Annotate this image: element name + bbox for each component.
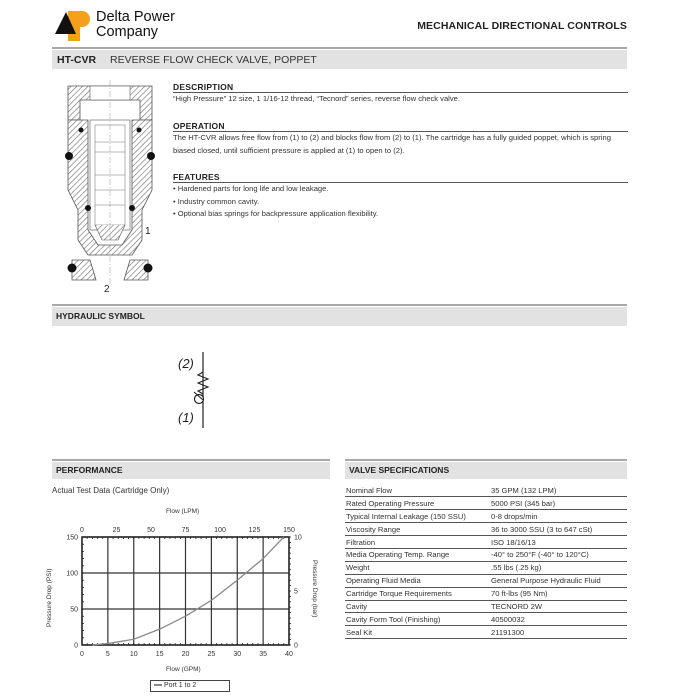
valve-specs-table	[345, 484, 627, 639]
performance-divider	[52, 459, 330, 461]
legend-label: Port 1 to 2	[164, 682, 197, 689]
feature-item: • Hardened parts for long life and low leakage.	[173, 184, 329, 193]
spec-label: Cartridge Torque Requirements	[345, 587, 487, 600]
spec-row	[345, 536, 627, 549]
series-line	[92, 537, 283, 645]
y-tick-label: 50	[70, 606, 78, 614]
hydraulic-symbol-divider	[52, 304, 627, 306]
model-number: HT-CVR	[57, 54, 97, 66]
spec-value: 0-8 drops/min	[487, 510, 627, 523]
document-category: MECHANICAL DIRECTIONAL CONTROLS	[417, 20, 627, 32]
spec-value: 21191300	[487, 626, 627, 639]
symbol-port-1-label: (1)	[178, 410, 194, 425]
spec-row	[345, 548, 627, 561]
x2-tick-label: 75	[181, 527, 190, 534]
y-tick-label: 100	[66, 570, 78, 578]
x-tick-label: 40	[285, 651, 293, 658]
company-name-line1: Delta Power	[96, 9, 175, 25]
spec-value: 40500032	[487, 613, 627, 626]
x2-tick-label: 0	[80, 527, 84, 534]
x-tick-label: 30	[233, 651, 242, 658]
x-tick-label: 15	[155, 651, 164, 658]
operation-text: The HT-CVR allows free flow from (1) to (2) and blocks flow from (2) to (1). The cartridge has a fully guided poppet, which is spring biased closed, until sufficient pressure is applied at (1) to open to (2).	[173, 133, 611, 155]
spec-value: 70 ft-lbs (95 Nm)	[487, 587, 627, 600]
spec-value: .55 lbs (.25 kg)	[487, 561, 627, 574]
operation-section	[173, 121, 628, 157]
valve-specs-band	[345, 462, 627, 479]
spec-label: Viscosity Range	[345, 523, 487, 536]
spec-row	[345, 613, 627, 626]
spec-value: 36 to 3000 SSU (3 to 647 cSt)	[487, 523, 627, 536]
valve-specs-heading: VALVE SPECIFICATIONS	[349, 465, 450, 475]
spec-label: Weight	[345, 561, 487, 574]
spec-label: Rated Operating Pressure	[345, 497, 487, 510]
x-tick-label: 20	[181, 651, 190, 658]
port-label-2: 2	[104, 284, 110, 295]
company-name-line2: Company	[96, 24, 159, 40]
x-tick-label: 35	[259, 651, 268, 658]
symbol-port-2-label: (2)	[178, 356, 194, 371]
pressure-drop-chart	[60, 515, 310, 665]
spec-label: Typical Internal Leakage (150 SSU)	[345, 510, 487, 523]
x2-tick-label: 50	[147, 527, 155, 534]
spec-value: -40° to 250°F (-40° to 120°C)	[487, 548, 627, 561]
port-label-1: 1	[145, 226, 151, 237]
feature-item: • Industry common cavity.	[173, 196, 260, 206]
spec-label: Cavity	[345, 600, 487, 613]
x2-tick-label: 150	[283, 527, 295, 534]
spec-value: TECNORD 2W	[487, 600, 627, 613]
performance-heading: PERFORMANCE	[56, 465, 123, 475]
chart-legend	[150, 680, 230, 692]
spec-row	[345, 484, 627, 497]
description-text: “High Pressure” 12 size, 1 1/16-12 thread, “Tecnord” series, reverse flow check valve.	[173, 94, 460, 103]
performance-band	[52, 462, 330, 479]
spec-row	[345, 626, 627, 639]
spec-label: Nominal Flow	[345, 484, 487, 497]
product-title: REVERSE FLOW CHECK VALVE, POPPET	[110, 54, 317, 66]
description-heading: DESCRIPTION	[173, 82, 628, 93]
valve-cross-section-diagram	[60, 80, 160, 300]
chart-x2-axis-label: Flow (LPM)	[166, 508, 200, 515]
description-section	[173, 82, 628, 106]
hydraulic-symbol-band	[52, 307, 627, 326]
feature-item: • Optional bias springs for backpressure application flexibility.	[173, 209, 379, 218]
x2-tick-label: 25	[112, 527, 121, 534]
hydraulic-symbol-heading: HYDRAULIC SYMBOL	[56, 311, 145, 321]
spec-row	[345, 574, 627, 587]
spec-row	[345, 497, 627, 510]
spec-value: 35 GPM (132 LPM)	[487, 484, 627, 497]
x-tick-label: 5	[105, 651, 110, 658]
chart-y2-axis-label: Pressure Drop (bar)	[311, 560, 318, 618]
spec-value: ISO 18/16/13	[487, 536, 627, 549]
spec-value: General Purpose Hydraulic Fluid	[487, 574, 627, 587]
spec-row	[345, 600, 627, 613]
x-tick-label: 25	[207, 651, 216, 658]
y2-tick-label: 0	[294, 642, 298, 650]
company-name	[96, 10, 175, 40]
x-tick-label: 0	[80, 651, 84, 658]
y2-tick-label: 10	[294, 534, 302, 542]
x2-tick-label: 125	[248, 527, 261, 534]
spec-label: Seal Kit	[345, 626, 487, 639]
spec-label: Operating Fluid Media	[345, 574, 487, 587]
x-tick-label: 10	[129, 651, 138, 658]
performance-subtitle: Actual Test Data (Cartridge Only)	[52, 486, 170, 495]
x2-tick-label: 100	[214, 527, 226, 534]
spec-label: Media Operating Temp. Range	[345, 548, 487, 561]
y-tick-label: 150	[66, 534, 78, 542]
spec-row	[345, 523, 627, 536]
features-section	[173, 172, 628, 221]
spec-row	[345, 510, 627, 523]
spec-label: Filtration	[345, 536, 487, 549]
title-divider	[52, 47, 627, 49]
operation-heading: OPERATION	[173, 121, 628, 132]
features-heading: FEATURES	[173, 172, 628, 183]
company-logo-icon	[54, 10, 94, 42]
spec-row	[345, 587, 627, 600]
chart-x-axis-label: Flow (GPM)	[166, 666, 201, 673]
y-tick-label: 0	[74, 642, 78, 650]
spec-value: 5000 PSI (345 bar)	[487, 497, 627, 510]
valve-specs-divider	[345, 459, 627, 461]
legend-swatch	[154, 684, 162, 686]
spec-label: Cavity Form Tool (Finishing)	[345, 613, 487, 626]
chart-y-axis-label: Pressure Drop (PSI)	[46, 568, 53, 627]
spec-row	[345, 561, 627, 574]
y2-tick-label: 5	[294, 588, 298, 596]
